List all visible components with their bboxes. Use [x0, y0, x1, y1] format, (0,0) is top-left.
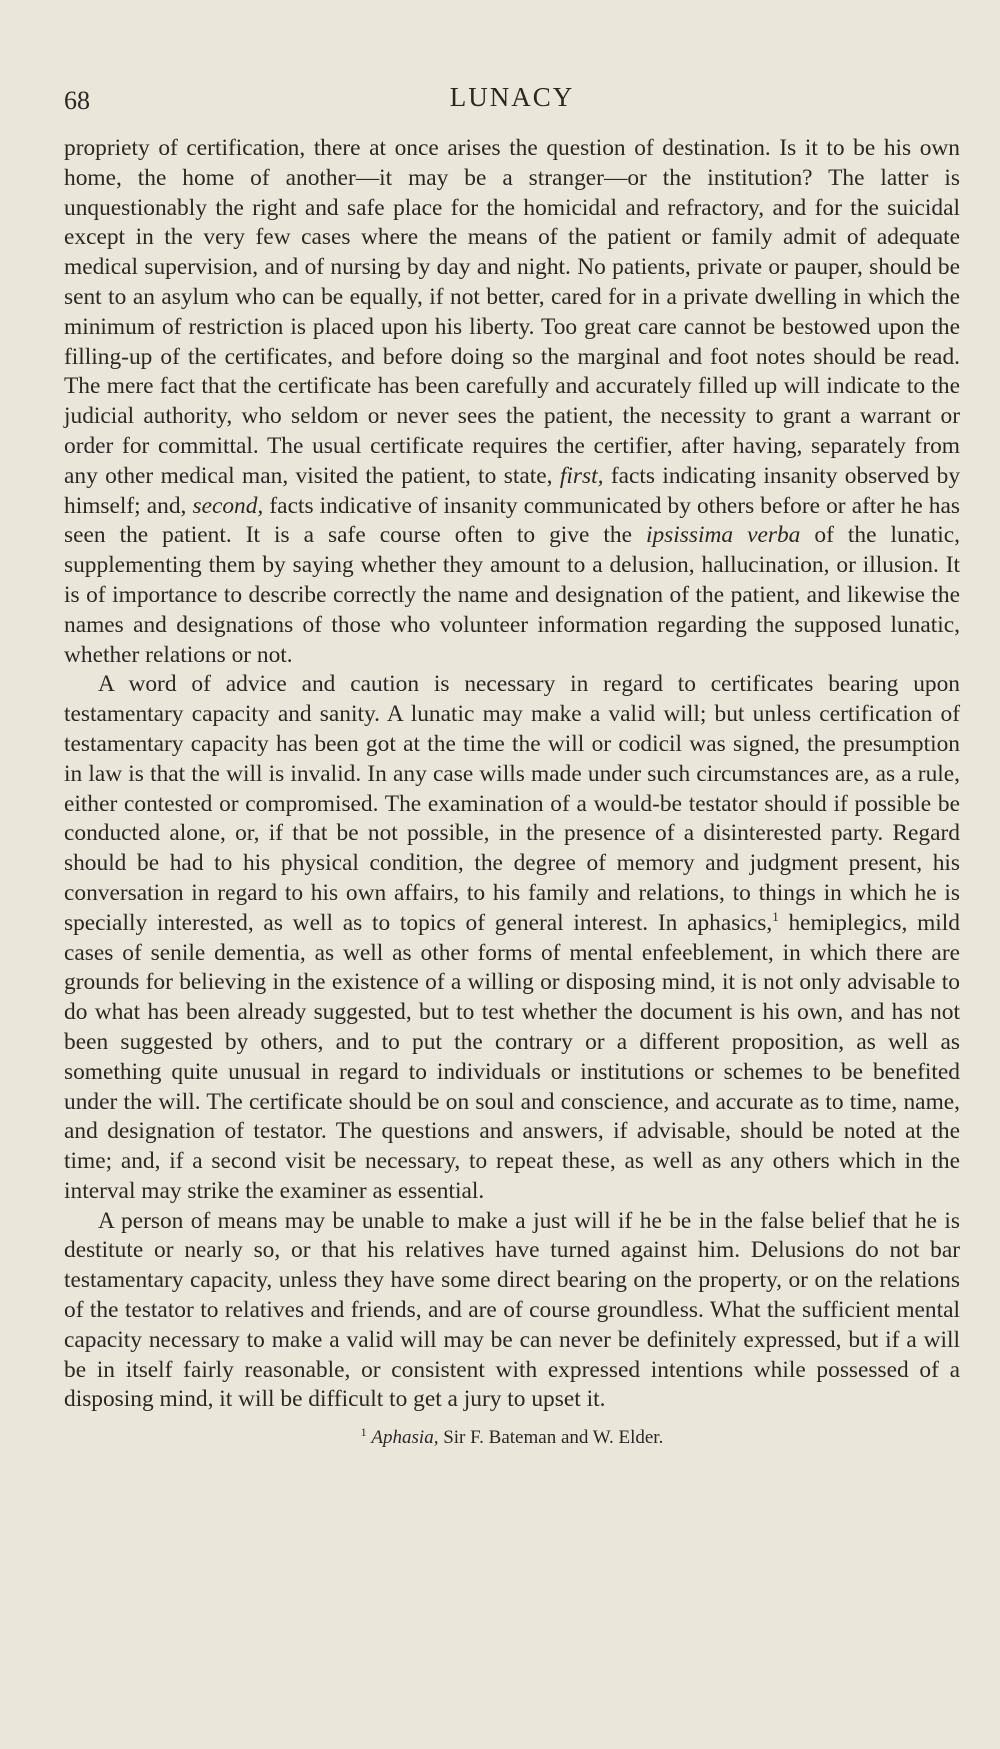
footnote-title: Aphasia, — [371, 1427, 439, 1449]
footnote-reference: 1 — [772, 908, 779, 924]
body-text — [64, 134, 960, 1415]
footnote-authors: Sir F. Bateman and W. Elder. — [438, 1427, 664, 1449]
footnote — [64, 1427, 960, 1449]
emphasis-second: second, — [192, 492, 264, 519]
emphasis-first: first, — [559, 462, 604, 489]
footnote-marker: 1 — [360, 1425, 367, 1440]
paragraph-2: A word of advice and caution is necessary in regard to certificates bearing upon testamentary capacity and sanity. A lunatic may make a valid will; but unless certification of testamentary capacity has been got at the time the will or codicil was signed, the presumption in law is that the will is invalid. In any case wills made under such circumstances are, as a rule, either contested or compromised. The examination of a would-be testator should if possible be conducted alone, or, if that be not possible, in the presence of a disinterested party. Regard should be had to his physical condition, the degree of memory and judgment present, his conversation in regard to his own affairs, to his family and relations, to things in which he is specially interested, as well as to topics of general interest. In aphasics,$^1$ hemiplegics, mild cases of senile dementia, as well as other forms of mental enfeeblement, in which there are grounds for believing in the existence of a willing or disposing mind, it is not only advisable to do what has been already suggested, but to test whether the document is his own, and has not been suggested by others, and to put the contrary or a different proposition, as well as something quite unusual in regard to individuals or institutions or schemes to be benefited under the will. The certificate should be on soul and conscience, and accurate as to time, name, and designation of testator. The questions and answers, if advisable, should be noted at the time; and, if a second visit be necessary, to repeat these, as well as any others which in the interval may strike the examiner as essential. — [64, 671, 960, 1204]
emphasis-ipsissima-verba: ipsissima verba — [645, 522, 801, 549]
paragraph-3: A person of means may be unable to make a just will if he be in the false belief that he is destitute or nearly so, or that his relatives have turned against him. Delusions do not bar testamentary capacity, unless they have some direct bearing on the property, or on the relations of the testator to relatives and friends, and are of course groundless. What the sufficient mental capacity necessary to make a valid will may be can never be definitely expressed, but if a will be in itself fairly reasonable, or consistent with expressed intentions while possessed of a disposing mind, it will be difficult to get a jury to upset it. — [64, 1207, 960, 1413]
page-number: 68 — [64, 86, 90, 115]
running-head: LUNACY — [449, 82, 575, 112]
paragraph-1: propriety of certification, there at once arises the question of destination. Is it to be his own home, the home of another—it may be a stranger—or the institution? The latter is unquestionably the right and safe place for the homicidal and refractory, and for the suicidal except in the very few cases where the means of the patient or family admit of adequate medical supervision, and of nursing by day and night. No patients, private or pauper, should be sent to an asylum who can be equally, if not better, cared for in a private dwelling in which the minimum of restriction is placed upon his liberty. Too great care cannot be bestowed upon the filling-up of the certificates, and before doing so the marginal and foot notes should be read. The mere fact that the certificate has been carefully and accurately filled up will indicate to the judicial authority, who seldom or never sees the patient, the necessity to grant a warrant or order for committal. The usual certificate requires the certifier, after having, separately from any other medical man, visited the patient, to state, first, facts indicating insanity observed by himself; and, second, facts indicative of insanity communicated by others before or after he has seen the patient. It is a safe course often to give the ipsissima verba of the lunatic, supplementing them by saying whether they amount to a delusion, hallucination, or illusion. It is of importance to describe correctly the name and designation of the patient, and likewise the names and designations of those who volunteer information regarding the supposed lunatic, whether relations or not. — [64, 135, 961, 668]
page-header — [64, 78, 960, 122]
